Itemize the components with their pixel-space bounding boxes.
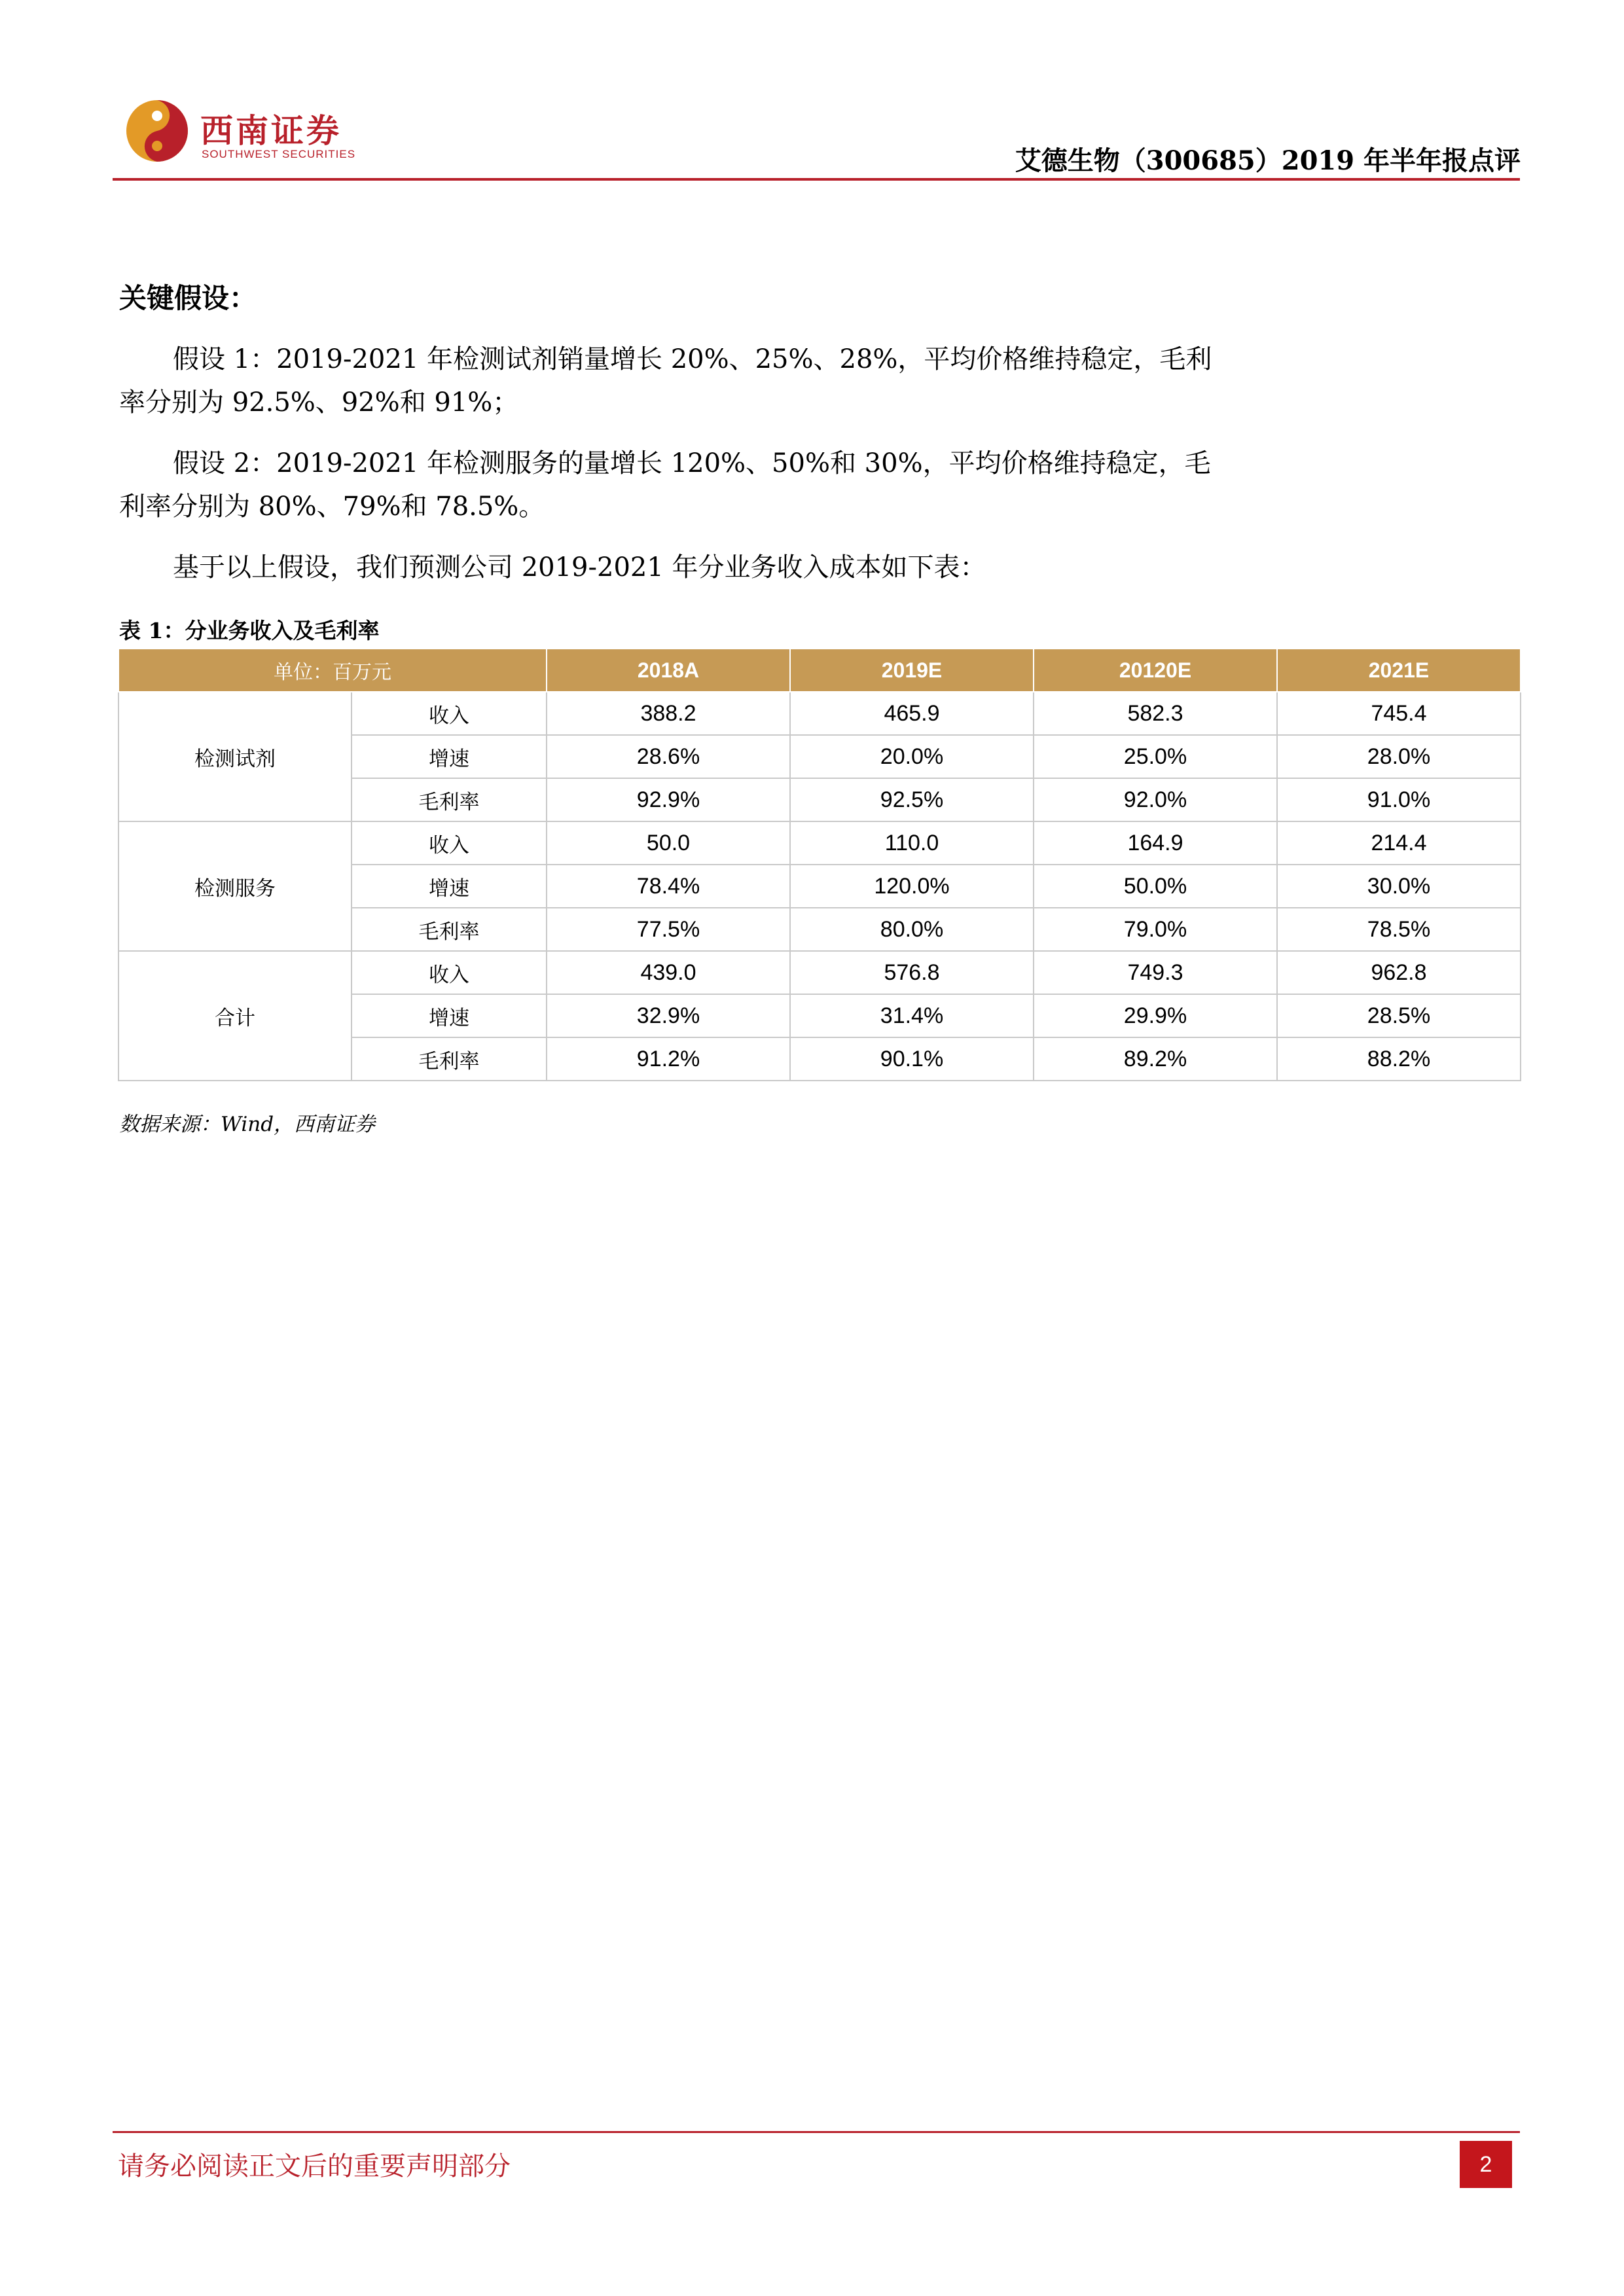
table-title: 表 1：分业务收入及毛利率 xyxy=(119,618,380,643)
unit-header: 单位：百万元 xyxy=(118,649,547,692)
table-cell: 50.0 xyxy=(547,821,790,865)
table-cell: 214.4 xyxy=(1277,821,1521,865)
table-cell: 20.0% xyxy=(790,735,1034,778)
metric-label: 收入 xyxy=(352,692,547,735)
table-cell: 91.0% xyxy=(1277,778,1521,821)
table-cell: 80.0% xyxy=(790,908,1034,951)
footer-disclaimer: 请务必阅读正文后的重要声明部分 xyxy=(118,2151,511,2181)
table-cell: 89.2% xyxy=(1034,1037,1277,1081)
group-label: 检测服务 xyxy=(118,821,352,951)
table-cell: 576.8 xyxy=(790,951,1034,994)
table-cell: 25.0% xyxy=(1034,735,1277,778)
table-cell: 110.0 xyxy=(790,821,1034,865)
group-label: 检测试剂 xyxy=(118,692,352,821)
table-cell: 90.1% xyxy=(790,1037,1034,1081)
table-cell: 50.0% xyxy=(1034,865,1277,908)
table-cell: 32.9% xyxy=(547,994,790,1037)
table-header-row xyxy=(118,649,1521,692)
table-cell: 91.2% xyxy=(547,1037,790,1081)
logo-emblem-icon xyxy=(124,98,190,164)
logo-text-cn: 西南证券 xyxy=(200,111,342,150)
metric-label: 毛利率 xyxy=(352,1037,547,1081)
paragraph-line: 假设 1：2019-2021 年检测试剂销量增长 20%、25%、28%，平均价格维持稳定，毛利 xyxy=(173,344,1212,374)
header-divider xyxy=(113,178,1520,181)
table-cell: 78.4% xyxy=(547,865,790,908)
table-row xyxy=(118,692,1521,735)
group-label: 合计 xyxy=(118,951,352,1081)
section-title: 关键假设： xyxy=(119,282,257,314)
year-header: 2021E xyxy=(1277,649,1521,692)
intro-paragraph xyxy=(119,546,1232,589)
table-row xyxy=(118,821,1521,865)
company-logo xyxy=(124,98,356,170)
revenue-margin-table xyxy=(118,648,1521,1081)
assumption-paragraph-2 xyxy=(119,442,1232,528)
table-cell: 28.6% xyxy=(547,735,790,778)
metric-label: 毛利率 xyxy=(352,778,547,821)
metric-label: 毛利率 xyxy=(352,908,547,951)
paragraph-line: 率分别为 92.5%、92%和 91%； xyxy=(119,387,519,418)
year-header: 2018A xyxy=(547,649,790,692)
report-title: 艾德生物（300685）2019 年半年报点评 xyxy=(1015,145,1521,176)
table-cell: 88.2% xyxy=(1277,1037,1521,1081)
table-cell: 582.3 xyxy=(1034,692,1277,735)
year-header: 20120E xyxy=(1034,649,1277,692)
table-cell: 77.5% xyxy=(547,908,790,951)
data-source-note: 数据来源：Wind，西南证券 xyxy=(119,1113,376,1136)
table-cell: 30.0% xyxy=(1277,865,1521,908)
table-cell: 29.9% xyxy=(1034,994,1277,1037)
paragraph-line: 假设 2：2019-2021 年检测服务的量增长 120%、50%和 30%，平均价格维持稳定，毛 xyxy=(173,448,1211,478)
table-cell: 28.5% xyxy=(1277,994,1521,1037)
table-cell: 439.0 xyxy=(547,951,790,994)
table-cell: 31.4% xyxy=(790,994,1034,1037)
metric-label: 收入 xyxy=(352,821,547,865)
table-cell: 465.9 xyxy=(790,692,1034,735)
table-cell: 120.0% xyxy=(790,865,1034,908)
table-cell: 388.2 xyxy=(547,692,790,735)
table-row xyxy=(118,951,1521,994)
metric-label: 增速 xyxy=(352,735,547,778)
table-cell: 78.5% xyxy=(1277,908,1521,951)
footer-divider xyxy=(113,2131,1520,2133)
table-cell: 749.3 xyxy=(1034,951,1277,994)
table-cell: 92.9% xyxy=(547,778,790,821)
table-cell: 745.4 xyxy=(1277,692,1521,735)
paragraph-line: 基于以上假设，我们预测公司 2019-2021 年分业务收入成本如下表： xyxy=(173,552,986,583)
metric-label: 收入 xyxy=(352,951,547,994)
table-cell: 164.9 xyxy=(1034,821,1277,865)
metric-label: 增速 xyxy=(352,994,547,1037)
table-cell: 92.5% xyxy=(790,778,1034,821)
assumption-paragraph-1 xyxy=(119,338,1232,424)
year-header: 2019E xyxy=(790,649,1034,692)
page-number: 2 xyxy=(1460,2141,1512,2188)
paragraph-line: 利率分别为 80%、79%和 78.5%。 xyxy=(119,492,545,522)
table-cell: 28.0% xyxy=(1277,735,1521,778)
metric-label: 增速 xyxy=(352,865,547,908)
table-cell: 92.0% xyxy=(1034,778,1277,821)
logo-text-en: SOUTHWEST SECURITIES xyxy=(202,148,356,160)
table-cell: 962.8 xyxy=(1277,951,1521,994)
table-cell: 79.0% xyxy=(1034,908,1277,951)
